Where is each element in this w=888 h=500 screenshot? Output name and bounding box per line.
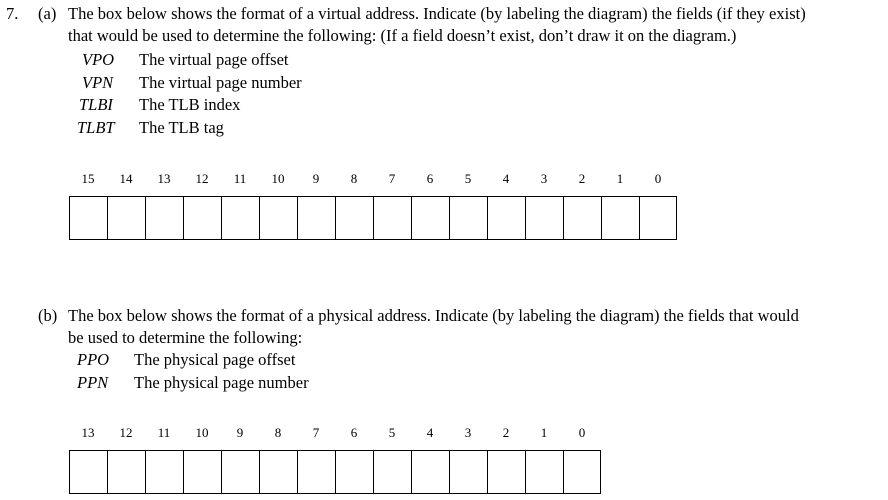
pa-bit-label: 6 (350, 425, 358, 440)
term-tlbt-desc: The TLB tag (139, 118, 224, 137)
va-bit-cell (221, 196, 259, 240)
pa-bit-label: 4 (426, 425, 434, 440)
va-bit-cell (601, 196, 639, 240)
va-bit-cell (335, 196, 373, 240)
va-bit-label: 12 (195, 171, 209, 186)
pa-bit-cell (69, 450, 107, 494)
term-tlbi-desc: The TLB index (139, 95, 241, 114)
pa-bit-cell (297, 450, 335, 494)
pa-bit-cell (373, 450, 411, 494)
pa-bit-label: 11 (157, 425, 171, 440)
term-tlbt-abbr: TLBT (77, 118, 115, 137)
term-ppn-desc: The physical page number (134, 373, 309, 392)
va-bit-label: 0 (654, 171, 662, 186)
physical-address-diagram (69, 450, 601, 494)
pa-bit-cell (335, 450, 373, 494)
va-bit-label: 11 (233, 171, 247, 186)
va-bit-label: 7 (388, 171, 396, 186)
term-ppo-desc: The physical page offset (134, 350, 296, 369)
va-bit-label: 1 (616, 171, 624, 186)
virtual-address-diagram (69, 196, 677, 240)
va-bit-label: 13 (157, 171, 171, 186)
va-bit-cell (259, 196, 297, 240)
pa-bit-cell (183, 450, 221, 494)
term-vpn-abbr: VPN (82, 73, 114, 92)
pa-bit-label: 9 (236, 425, 244, 440)
pa-bit-label: 12 (119, 425, 133, 440)
part-b-prompt-line-2: be used to determine the following: (68, 328, 303, 347)
pa-bit-label: 0 (578, 425, 586, 440)
va-bit-label: 15 (81, 171, 95, 186)
pa-bit-cell (259, 450, 297, 494)
va-bit-cell (411, 196, 449, 240)
question-number: 7. (6, 4, 19, 23)
va-bit-label: 3 (540, 171, 548, 186)
va-bit-label: 9 (312, 171, 320, 186)
term-tlbi-abbr: TLBI (79, 95, 113, 114)
va-bit-cell (183, 196, 221, 240)
va-bit-label: 6 (426, 171, 434, 186)
pa-bit-label: 5 (388, 425, 396, 440)
va-bit-label: 5 (464, 171, 472, 186)
va-bit-cell (449, 196, 487, 240)
part-b-prompt-line-1: The box below shows the format of a physical address. Indicate (by labeling the diagram) the fields that would (68, 306, 799, 325)
pa-bit-label: 10 (195, 425, 209, 440)
va-bit-label: 4 (502, 171, 510, 186)
term-ppo-abbr: PPO (77, 350, 110, 369)
va-bit-label: 8 (350, 171, 358, 186)
pa-bit-label: 7 (312, 425, 320, 440)
va-bit-label: 2 (578, 171, 586, 186)
va-bit-cell (297, 196, 335, 240)
term-vpo-abbr: VPO (82, 50, 115, 69)
va-bit-label: 10 (271, 171, 285, 186)
pa-bit-cell (107, 450, 145, 494)
pa-bit-cell (525, 450, 563, 494)
part-a-prompt-line-1: The box below shows the format of a virtual address. Indicate (by labeling the diagram) the fields (if they exist) (68, 4, 806, 23)
va-bit-cell (525, 196, 563, 240)
part-a-prompt-line-2: that would be used to determine the following: (If a field doesn’t exist, don’t draw it on the diagram.) (68, 26, 737, 45)
pa-bit-cell (449, 450, 487, 494)
va-bit-cell (639, 196, 677, 240)
term-ppn-abbr: PPN (77, 373, 109, 392)
term-vpo-desc: The virtual page offset (139, 50, 289, 69)
term-vpn-desc: The virtual page number (139, 73, 302, 92)
va-bit-cell (563, 196, 601, 240)
pa-bit-label: 8 (274, 425, 282, 440)
pa-bit-label: 13 (81, 425, 95, 440)
va-bit-label: 14 (119, 171, 133, 186)
pa-bit-cell (487, 450, 525, 494)
pa-bit-label: 3 (464, 425, 472, 440)
pa-bit-cell (145, 450, 183, 494)
va-bit-cell (69, 196, 107, 240)
part-b-label: (b) (38, 306, 58, 325)
part-a-label: (a) (38, 4, 57, 23)
pa-bit-cell (563, 450, 601, 494)
pa-bit-cell (411, 450, 449, 494)
va-bit-cell (373, 196, 411, 240)
pa-bit-label: 2 (502, 425, 510, 440)
va-bit-cell (145, 196, 183, 240)
pa-bit-cell (221, 450, 259, 494)
va-bit-cell (487, 196, 525, 240)
pa-bit-label: 1 (540, 425, 548, 440)
va-bit-cell (107, 196, 145, 240)
